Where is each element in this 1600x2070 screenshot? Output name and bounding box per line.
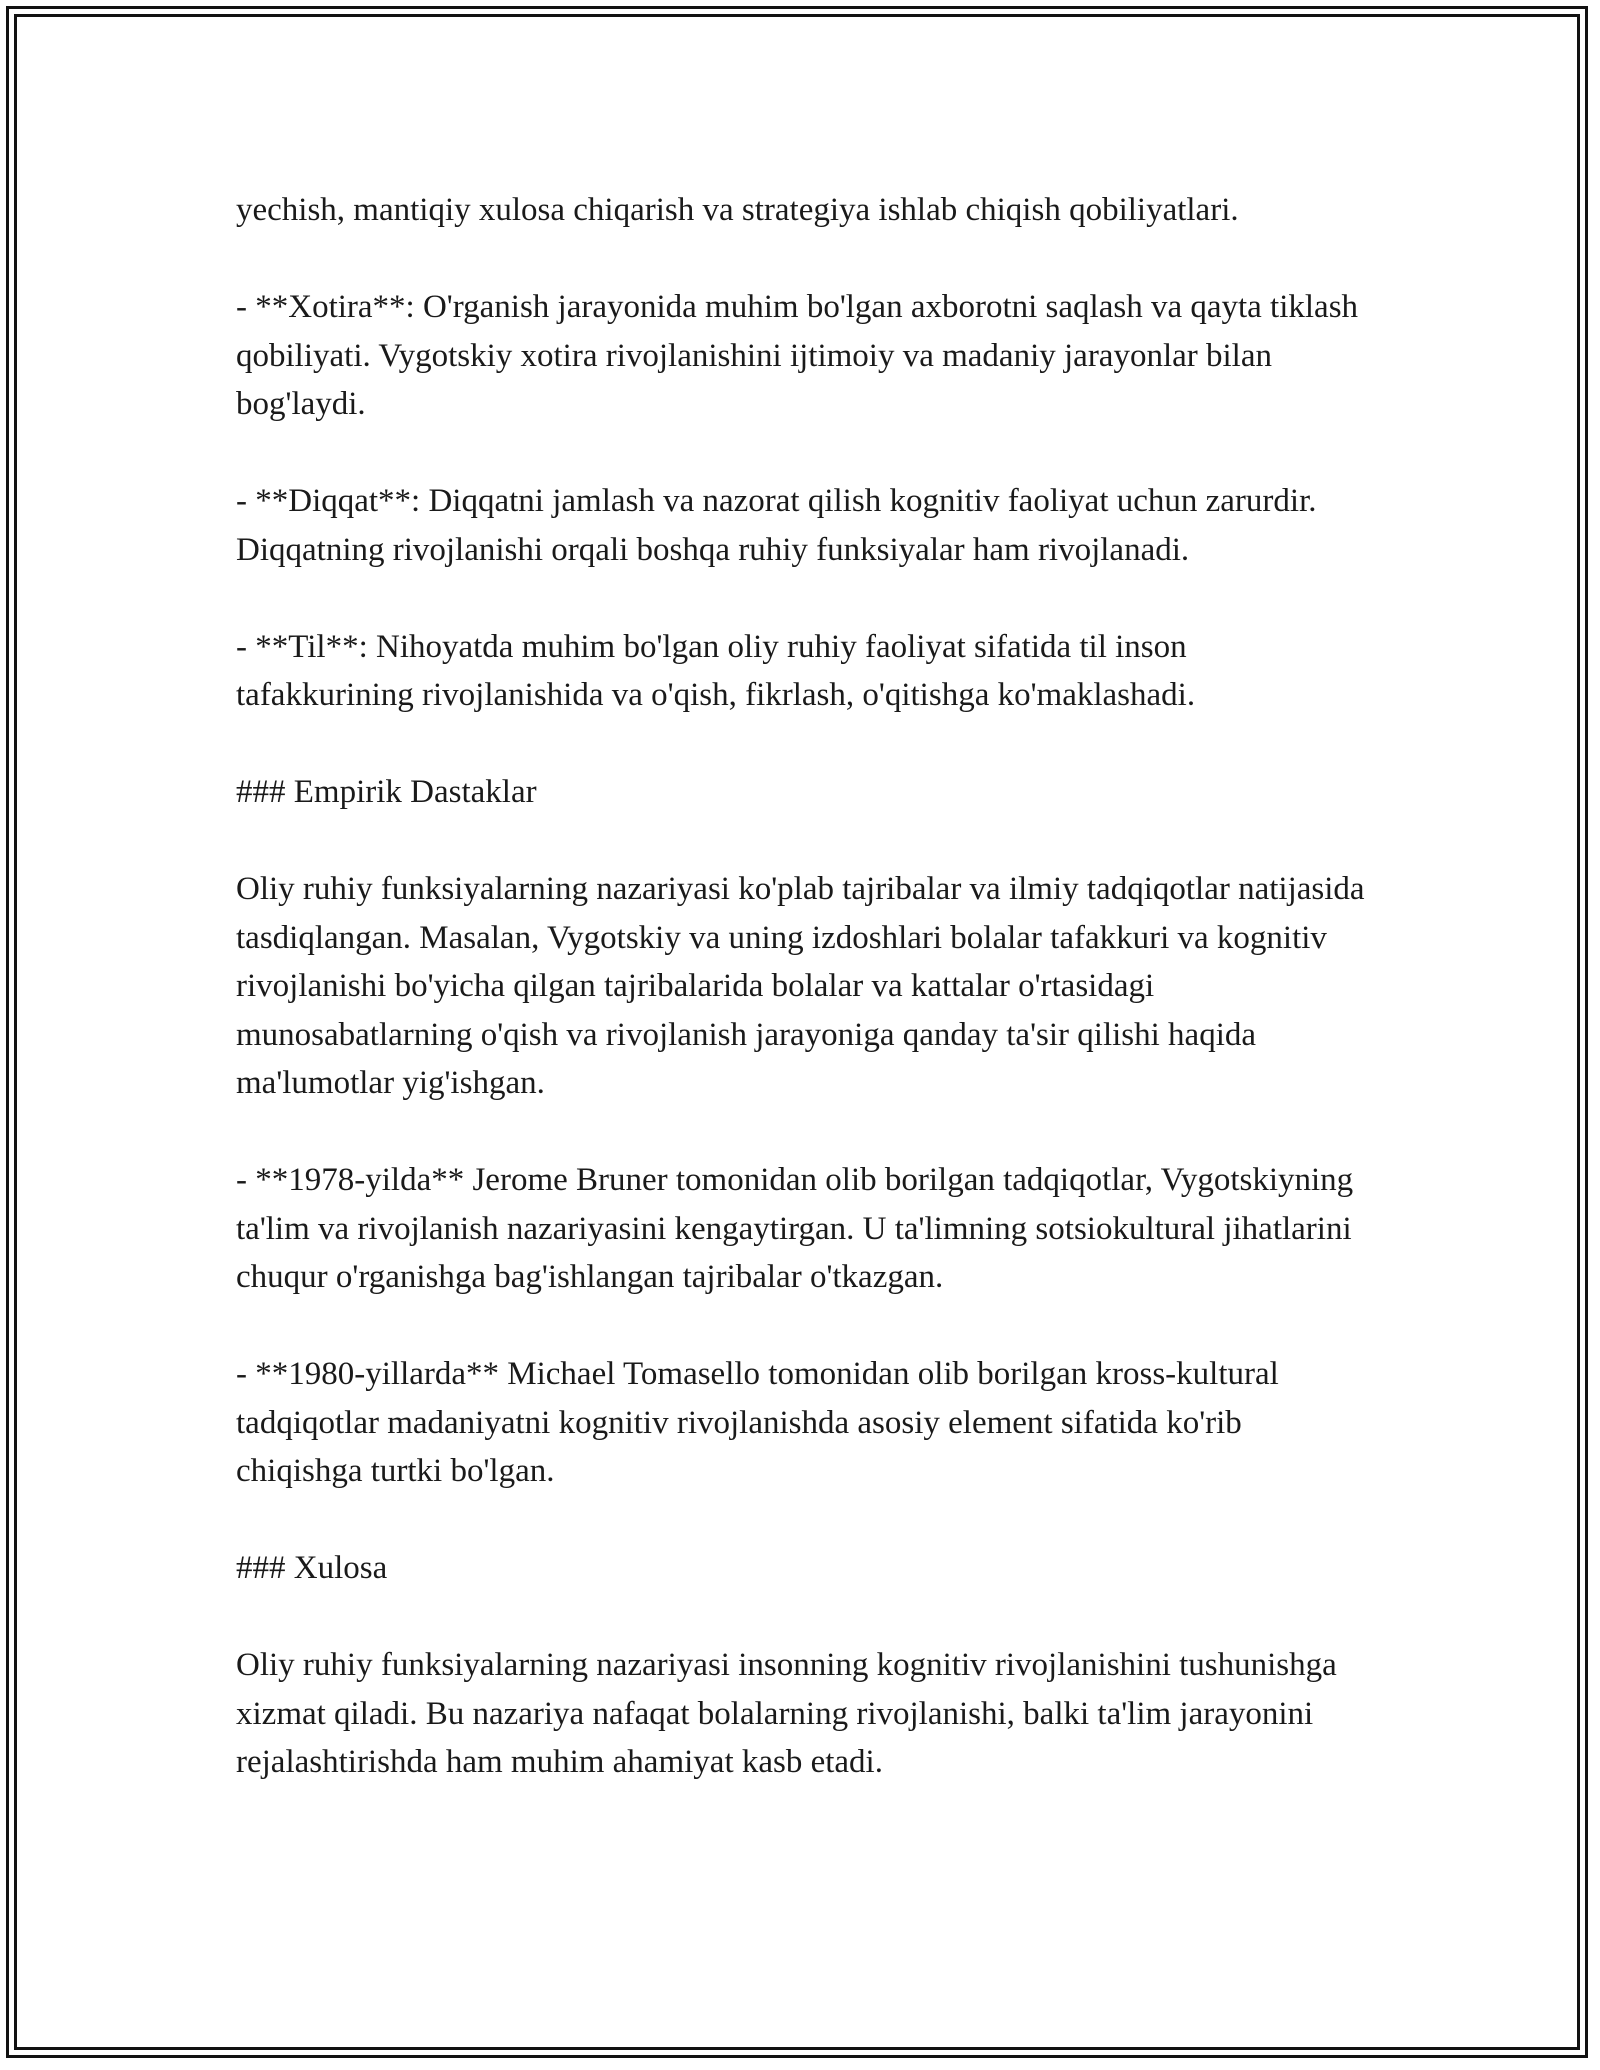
list-item-1978: - **1978-yilda** Jerome Bruner tomonidan olib borilgan tadqiqotlar, Vygotskiyning ta'lim va rivojlanish nazariyasini kengaytirgan. U ta'limning sotsiokultural jihatlarini chuqur o'rganishga bag'ishlangan tajribalar o'tkazgan. xyxy=(236,1162,1354,1295)
list-item-xotira: - **Xotira**: O'rganish jarayonida muhim bo'lgan axborotni saqlash va qayta tiklash qobiliyati. Vygotskiy xotira rivojlanishini ijtimoiy va madaniy jarayonlar bilan bog'laydi. xyxy=(236,289,1359,422)
heading-xulosa: ### Xulosa xyxy=(236,1550,388,1586)
list-item-1980s: - **1980-yillarda** Michael Tomasello tomonidan olib borilgan kross-kultural tadqiqotlar madaniyatni kognitiv rivojlanishda asosiy element sifatida ko'rib chiqishga turtki bo'lgan. xyxy=(236,1356,1279,1489)
document-body xyxy=(236,186,1366,1787)
list-item-diqqat: - **Diqqat**: Diqqatni jamlash va nazorat qilish kognitiv faoliyat uchun zarurdir. Diqqatning rivojlanishi orqali boshqa ruhiy funksiyalar ham rivojlanadi. xyxy=(236,483,1317,568)
paragraph-empirical-evidence: Oliy ruhiy funksiyalarning nazariyasi ko'plab tajribalar va ilmiy tadqiqotlar natijasida tasdiqlangan. Masalan, Vygotskiy va uning izdoshlari bolalar tafakkuri va kognitiv rivojlanishi bo'yicha qilgan tajribalarida bolalar va kattalar o'rtasidagi munosabatlarning o'qish va rivojlanish jarayoniga qanday ta'sir qilishi haqida ma'lumotlar yig'ishgan. xyxy=(236,871,1365,1101)
heading-empirik-dastaklar: ### Empirik Dastaklar xyxy=(236,774,537,810)
paragraph-problem-solving-continuation: yechish, mantiqiy xulosa chiqarish va strategiya ishlab chiqish qobiliyatlari. xyxy=(236,192,1239,228)
paragraph-conclusion: Oliy ruhiy funksiyalarning nazariyasi insonning kognitiv rivojlanishini tushunishga xizmat qiladi. Bu nazariya nafaqat bolalarning rivojlanishi, balki ta'lim jarayonini rejalashtirishda ham muhim ahamiyat kasb etadi. xyxy=(236,1647,1337,1780)
list-item-til: - **Til**: Nihoyatda muhim bo'lgan oliy ruhiy faoliyat sifatida til inson tafakkurining rivojlanishida va o'qish, fikrlash, o'qitishga ko'maklashadi. xyxy=(236,628,1196,713)
